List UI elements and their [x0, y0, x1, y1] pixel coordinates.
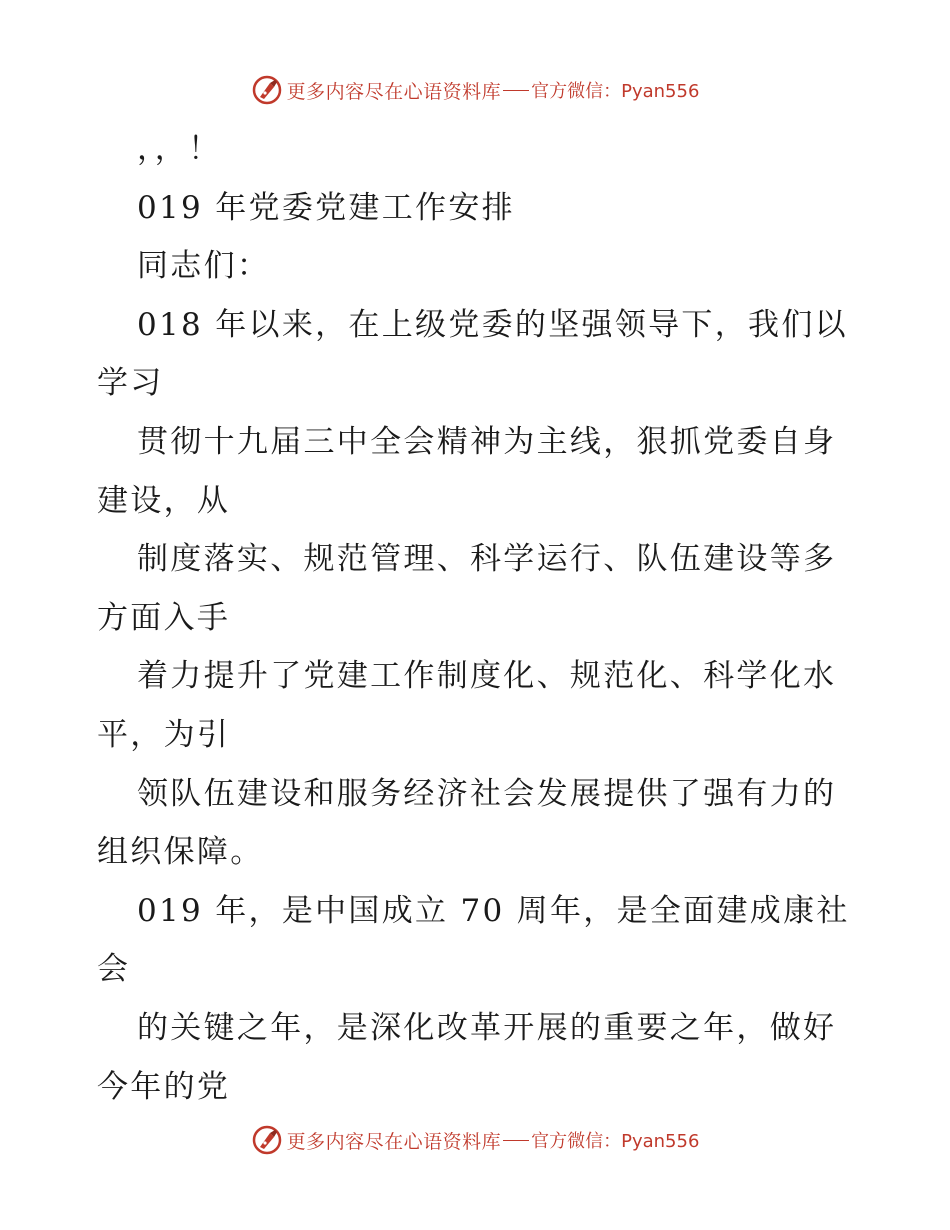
body-line: 领队伍建设和服务经济社会发展提供了强有力的: [137, 775, 837, 812]
document-body: [97, 120, 857, 1116]
body-line: 方面入手: [97, 599, 231, 636]
watermark-contact-text: 官方微信：Pyan556: [531, 1131, 700, 1152]
watermark-brand-text: 更多内容尽在心语资料库: [286, 80, 502, 103]
body-line: 贯彻十九届三中全会精神为主线，狠抓党委自身: [137, 423, 837, 460]
body-line: 018 年以来，在上级党委的坚强领导下，我们以: [137, 306, 848, 343]
body-line: 的关键之年，是深化改革开展的重要之年，做好: [137, 1009, 837, 1046]
watermark-brand-text: 更多内容尽在心语资料库: [286, 1130, 502, 1153]
body-line: 会: [97, 951, 131, 988]
body-line: 组织保障。: [97, 834, 264, 871]
body-line: 今年的党: [97, 1068, 231, 1105]
salutation: 同志们：: [137, 248, 271, 285]
body-line: 平，为引: [97, 716, 231, 753]
pen-nib-logo-icon: [251, 1124, 283, 1156]
body-line: ，，！: [137, 131, 222, 167]
watermark-footer: [0, 1120, 950, 1160]
body-line: 019 年，是中国成立 70 周年，是全面建成康社: [137, 892, 850, 929]
pen-nib-logo-icon: [251, 74, 283, 106]
document-title: 019 年党委党建工作安排: [137, 189, 515, 226]
body-line: 建设，从: [97, 482, 231, 519]
body-line: 制度落实、规范管理、科学运行、队伍建设等多: [137, 541, 837, 578]
watermark-separator: [503, 90, 529, 91]
watermark-header: [0, 70, 950, 110]
watermark-contact-text: 官方微信：Pyan556: [531, 81, 700, 102]
body-line: 着力提升了党建工作制度化、规范化、科学化水: [137, 658, 837, 695]
body-line: 学习: [97, 365, 164, 402]
watermark-separator: [503, 1140, 529, 1141]
